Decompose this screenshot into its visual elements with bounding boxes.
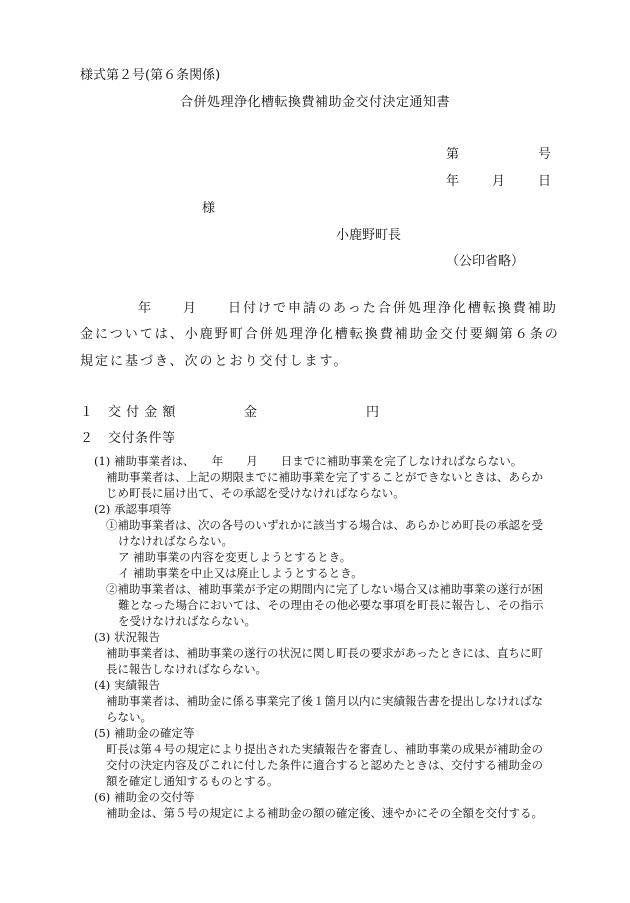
- amount-unit: 円: [366, 405, 380, 420]
- condition-5-heading: (5) 補助金の確定等: [94, 726, 195, 740]
- item-1-label: 交 付 金 額: [108, 405, 176, 420]
- doc-number-suffix: 号: [538, 147, 552, 162]
- form-label: 様式第２号(第６条関係): [80, 68, 221, 83]
- doc-number-prefix: 第: [446, 147, 460, 162]
- condition-2-a-item-a: ア 補助事業の内容を変更しようとするとき。: [118, 550, 352, 564]
- condition-5-line-1: 町長は第４号の規定により提出された実績報告を審査し、補助事業の成果が補助金の: [106, 742, 543, 756]
- condition-6-line-1: 補助金は、第５号の規定による補助金の額の確定後、速やかにその全額を交付する。: [106, 806, 543, 820]
- condition-4-line-1: 補助事業者は、補助金に係る事業完了後１箇月以内に実績報告書を提出しなければな: [106, 694, 543, 708]
- condition-2-a-item-i: イ 補助事業を中止又は廃止しようとするとき。: [118, 566, 363, 580]
- issuer-name: 小鹿野町長: [336, 228, 402, 243]
- condition-5-line-2: 交付の決定内容及びこれに付した条件に適合すると認めたときは、交付する補助金の: [106, 758, 543, 772]
- condition-2-b-line-3: を受けなければならない。: [118, 614, 256, 628]
- condition-1-line-1: 補助事業者は、上記の期限までに補助事業を完了することができないときは、あらか: [106, 470, 543, 484]
- addressee-suffix: 様: [202, 201, 216, 216]
- condition-4-line-2: らない。: [106, 710, 152, 724]
- date-day: 日: [538, 174, 552, 189]
- condition-6-heading: (6) 補助金の交付等: [94, 790, 195, 804]
- condition-2-b-line-1: ②補助事業者は、補助事業が予定の期間内に完了しない場合又は補助事業の遂行が困: [106, 582, 543, 596]
- body-line-3: 規定に基づき、次のとおり交付します。: [80, 354, 349, 369]
- item-2-label: 交付条件等: [108, 431, 176, 446]
- condition-3-line-2: 長に報告しなければならない。: [106, 662, 267, 676]
- condition-2-b-line-2: 難となった場合においては、その理由その他必要な事項を町長に報告し、その指示: [118, 598, 544, 612]
- item-2-number: ２: [80, 431, 94, 446]
- condition-1-heading: (1) 補助事業者は、 年 月 日までに補助事業を完了しなければならない。: [94, 454, 523, 468]
- condition-5-line-3: 額を確定し通知するものとする。: [106, 774, 279, 788]
- condition-3-heading: (3) 状況報告: [94, 630, 160, 644]
- body-line-1: 年 月 日付けで申請のあった合併処理浄化槽転換費補助: [138, 301, 558, 316]
- condition-1-line-2: じめ町長に届け出て、その承認を受けなければならない。: [106, 486, 405, 500]
- body-line-2: 金については、小鹿野町合併処理浄化槽転換費補助金交付要綱第６条の: [80, 327, 560, 342]
- condition-4-heading: (4) 実績報告: [94, 678, 160, 692]
- condition-2-heading: (2) 承認事項等: [94, 502, 172, 516]
- seal-note: （公印省略）: [446, 254, 525, 269]
- amount-prefix: 金: [244, 405, 258, 420]
- date-month: 月: [492, 174, 506, 189]
- document-title: 合併処理浄化槽転換費補助金交付決定通知書: [180, 95, 451, 110]
- condition-2-a-line-1: ①補助事業者は、次の各号のいずれかに該当する場合は、あらかじめ町長の承認を受: [106, 518, 543, 532]
- condition-3-line-1: 補助事業者は、補助事業の遂行の状況に関し町長の要求があったときには、直ちに町: [106, 646, 543, 660]
- condition-2-a-line-2: けなければならない。: [118, 534, 233, 548]
- item-1-number: １: [80, 405, 94, 420]
- date-year: 年: [446, 174, 460, 189]
